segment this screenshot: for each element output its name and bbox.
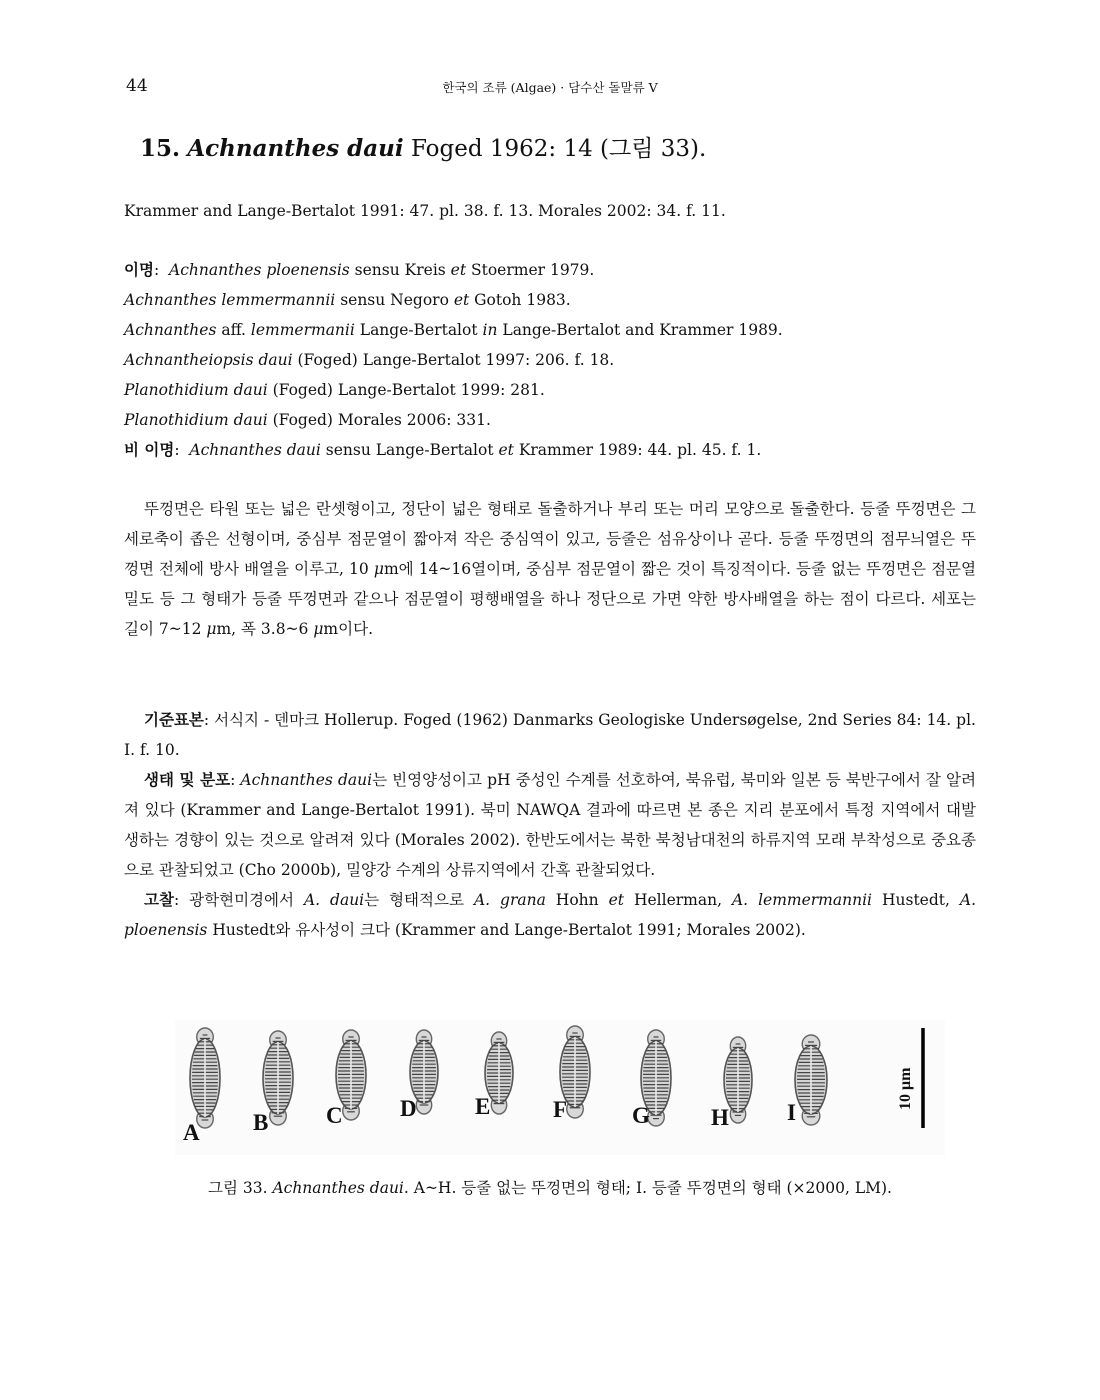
remarks-text: Hohn <box>545 891 609 909</box>
remarks-text: Hustedt와 유사성이 크다 (Krammer and Lange-Bertalot 1991; Morales 2002). <box>207 921 806 939</box>
notes-section <box>124 705 976 945</box>
panel-label: D <box>400 1096 417 1121</box>
ecology-label: 생태 및 분포 <box>144 770 231 789</box>
panel-label: F <box>553 1097 568 1122</box>
remarks-taxon: A. daui <box>303 891 365 909</box>
panel-label: G <box>632 1103 650 1128</box>
micrograph-figure <box>175 1020 945 1155</box>
species-authority: Foged 1962: 14 (그림 33). <box>410 136 707 162</box>
caption-text: . A~H. 등줄 없는 뚜껑면의 형태; I. 등줄 뚜껑면의 형태 (×2000, LM). <box>403 1179 892 1197</box>
synonym-text: et <box>453 291 470 309</box>
caption-number: 그림 33. <box>208 1179 273 1197</box>
description-text: m이다. <box>323 620 373 638</box>
remarks-label: 고찰 <box>144 890 174 909</box>
unit-mu: μ <box>206 620 217 638</box>
synonym-line <box>124 405 976 435</box>
remarks-taxon: A. grana <box>473 891 546 909</box>
panel-label: A <box>183 1120 200 1145</box>
synonym-label: 이명 <box>124 260 154 279</box>
literature-references: Krammer and Lange-Bertalot 1991: 47. pl. 38. f. 13. Morales 2002: 34. f. 11. <box>124 202 726 220</box>
synonym-text: sensu Kreis <box>349 261 451 279</box>
species-title <box>140 130 706 163</box>
description-text: m에 14~16열이며, 중심부 점문열이 짧은 것이 특징적이다. 등줄 없는 뚜껑면은 점문열 밀도 등 그 형태가 등줄 뚜껑면과 같으나 점문열이 평행배열을 하나 정단으로 가면 약한 방사배열을 하는 점이 다르다. 세포는 길이 7~12 <box>124 560 976 638</box>
ecology-colon: : <box>230 771 241 789</box>
synonym-text: aff. <box>216 321 251 339</box>
type-specimen <box>124 705 976 765</box>
remarks-text: 는 형태적으로 <box>364 891 474 909</box>
description-text: 뚜껑면은 타원 또는 넓은 란셋형이고, 정단이 넓은 형태로 돌출하거나 부리 또는 머리 모양으로 돌출한다. 등줄 뚜껑면은 그 세로축이 좁은 선형이며, 중심부 점문열이 짧아져 작은 중심역이 있고, 등줄은 섬유상이나 곧다. 등줄 뚜껑면의 점무늬열은 뚜껑면 전체에 방사 배열을 이루고, 10 <box>124 500 976 578</box>
species-number: 15. <box>140 135 181 162</box>
panel-label: C <box>326 1103 343 1128</box>
synonym-line <box>124 315 976 345</box>
remarks-taxon: A. ploenensis <box>124 891 977 939</box>
synonym-text: in <box>482 321 498 339</box>
scale-bar-label: 10 μm <box>897 1067 914 1110</box>
synonym-taxon: Planothidium daui <box>124 381 268 399</box>
synonym-text: Krammer 1989: 44. pl. 45. f. 1. <box>513 441 762 459</box>
unit-mu: μ <box>313 620 324 638</box>
synonym-text: et <box>498 441 514 459</box>
unit-mu: μ <box>373 560 384 578</box>
synonym-text: sensu Negoro <box>335 291 454 309</box>
synonym-text: lemmermanii <box>250 321 355 339</box>
remarks-text: Hustedt, <box>872 891 960 909</box>
synonym-text: (Foged) Lange-Bertalot 1999: 281. <box>267 381 545 399</box>
figure-caption <box>0 1176 1100 1198</box>
ecology-text: 는 빈영양성이고 pH 중성인 수계를 선호하여, 북유럽, 북미와 일본 등 북반구에서 잘 알려져 있다 (Krammer and Lange-Bertalot 1991). 북미 NAWQA 결과에 따르면 본 종은 지리 분포에서 특정 지역에서 대발생하는 경향이 있는 것으로 알려져 있다 (Morales 2002). 한반도에서는 북한 북청남대천의 하류지역 모래 부착성으로 중요종으로 관찰되었고 (Cho 2000b), 밀양강 수계의 상류지역에서 간혹 관찰되었다. <box>124 771 976 879</box>
synonym-list <box>124 255 976 465</box>
synonym-text: Lange-Bertalot <box>354 321 483 339</box>
synonym-taxon: Achnanthes daui <box>189 441 321 459</box>
non-synonym-line: 비 이명: Achnanthes daui sensu Lange-Bertalot et Krammer 1989: 44. pl. 45. f. 1. <box>124 440 762 459</box>
ecology-species: Achnanthes daui <box>240 771 373 789</box>
synonym-text: Stoermer 1979. <box>466 261 595 279</box>
ecology-distribution <box>124 765 976 885</box>
synonym-line <box>124 285 976 315</box>
synonym-taxon: Achnanthes ploenensis <box>169 261 350 279</box>
type-specimen-label: 기준표본 <box>144 710 204 729</box>
remarks-text: et <box>608 891 624 909</box>
diatom-cell <box>795 1035 827 1125</box>
synonym-taxon: Achnanthes lemmermannii <box>124 291 336 309</box>
remarks <box>124 885 976 945</box>
synonym-text: Lange-Bertalot and Krammer 1989. <box>497 321 783 339</box>
species-name: Achnanthes daui <box>187 135 404 162</box>
synonym-text: (Foged) Morales 2006: 331. <box>267 411 491 429</box>
synonym-taxon: Planothidium daui <box>124 411 268 429</box>
synonym-text: (Foged) Lange-Bertalot 1997: 206. f. 18. <box>292 351 615 369</box>
panel-label: B <box>253 1110 269 1135</box>
remarks-taxon: A. lemmermannii <box>731 891 873 909</box>
non-synonym-label: 비 이명 <box>124 440 175 459</box>
panel-label: E <box>475 1094 491 1119</box>
description-text: m, 폭 3.8~6 <box>216 620 314 638</box>
synonym-taxon: Achnantheiopsis daui <box>124 351 293 369</box>
micrograph-plate <box>175 1020 945 1155</box>
synonym-taxon: Achnanthes <box>124 321 217 339</box>
synonym-line: 이명: Achnanthes ploenensis sensu Kreis et Stoermer 1979. <box>124 260 595 279</box>
synonym-line <box>124 375 976 405</box>
morphology-description <box>124 494 976 644</box>
synonym-text: et <box>450 261 467 279</box>
diatom-cell <box>190 1028 220 1128</box>
synonym-line <box>124 345 976 375</box>
remarks-text: Hellerman, <box>624 891 732 909</box>
synonym-text: sensu Lange-Bertalot <box>320 441 499 459</box>
panel-label: I <box>787 1100 796 1125</box>
panel-label: H <box>711 1105 729 1130</box>
synonym-text: Gotoh 1983. <box>469 291 571 309</box>
type-specimen-text: : 서식지 - 덴마크 Hollerup. Foged (1962) Danmarks Geologiske Undersøgelse, 2nd Series 84: 14. pl. I. f. 10. <box>124 711 976 759</box>
remarks-text: : 광학현미경에서 <box>173 891 304 909</box>
page-number: 44 <box>126 76 148 96</box>
running-header: 한국의 조류 (Algae) · 담수산 돌말류 V <box>442 80 658 95</box>
caption-species: Achnanthes daui <box>272 1179 404 1197</box>
